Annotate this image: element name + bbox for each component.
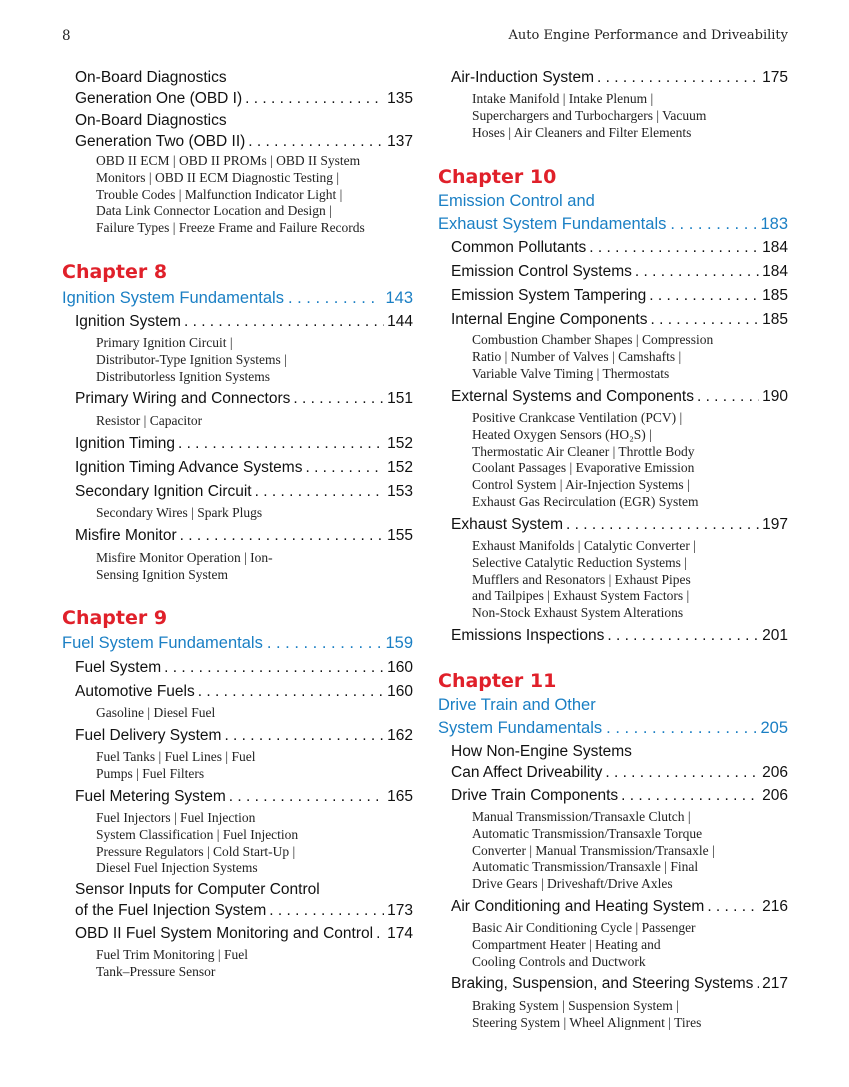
toc-entry-title: Generation One (OBD I) — [75, 90, 243, 107]
subtopic-line: Cooling Controls and Ductwork — [472, 953, 646, 969]
toc-entry[interactable] — [451, 785, 788, 806]
chapter-page-number: 205 — [760, 719, 788, 737]
toc-entry[interactable] — [75, 879, 413, 921]
dot-leader — [269, 900, 384, 921]
dot-leader — [178, 433, 384, 454]
toc-entry-title-line1: How Non-Engine Systems — [451, 743, 632, 760]
toc-entry-title: Automotive Fuels — [75, 683, 195, 700]
toc-entry-title: Ignition Timing Advance Systems — [75, 459, 303, 476]
toc-entry-title: Ignition Timing — [75, 435, 175, 452]
subtopic-line: Control System | Air-Injection Systems | — [472, 477, 690, 493]
toc-subtopics — [472, 538, 788, 622]
dot-leader — [288, 287, 382, 310]
dot-leader — [697, 386, 759, 407]
toc-entry[interactable] — [75, 311, 413, 332]
toc-page-number: 201 — [762, 627, 788, 644]
toc-page-number: 160 — [387, 659, 413, 676]
toc-subtopics — [96, 705, 413, 722]
subtopic-line: Sensing Ignition System — [96, 566, 229, 582]
toc-page-number: 184 — [762, 263, 788, 280]
chapter-title-line1: Emission Control and — [438, 192, 595, 210]
subtopic-line: Coolant Passages | Evaporative Emission — [472, 460, 695, 476]
toc-entry[interactable] — [75, 786, 413, 807]
toc-entry[interactable] — [451, 261, 788, 282]
subtopic-line: Automatic Transmission/Transaxle Torque — [472, 825, 703, 841]
toc-entry[interactable] — [451, 285, 788, 306]
subtopic-line: Fuel Injectors | Fuel Injection — [96, 810, 256, 825]
subtopic-line: Resistor | Capacitor — [96, 413, 203, 428]
subtopic-line: Automatic Transmission/Transaxle | Final — [472, 859, 699, 875]
subtopic-line: Intake Manifold | Intake Plenum | — [472, 91, 654, 106]
subtopic-line: Steering System | Wheel Alignment | Tires — [472, 1014, 702, 1030]
subtopic-line: Positive Crankcase Ventilation (PCV) | — [472, 410, 683, 425]
dot-leader — [597, 67, 759, 88]
subtopic-line: Diesel Fuel Injection Systems — [96, 860, 258, 876]
dot-leader — [607, 625, 759, 646]
chapter-title[interactable] — [62, 287, 413, 310]
toc-page-number: 153 — [387, 483, 413, 500]
subtopic-line: Basic Air Conditioning Cycle | Passenger — [472, 920, 696, 935]
toc-entry-title-line1: Sensor Inputs for Computer Control — [75, 881, 320, 898]
toc-entry-title: Generation Two (OBD II) — [75, 133, 246, 150]
toc-entry[interactable] — [75, 433, 413, 454]
toc-entry-title: Braking, Suspension, and Steering Systems — [451, 975, 754, 992]
toc-subtopics — [96, 810, 413, 877]
toc-entry-title: Emissions Inspections — [451, 627, 605, 644]
toc-page-number: 162 — [387, 727, 413, 744]
dot-leader — [224, 725, 384, 746]
subtopic-line: Mufflers and Resonators | Exhaust Pipes — [472, 571, 691, 587]
subtopic-line: Selective Catalytic Reduction Systems | — [472, 554, 687, 570]
toc-page-number: 197 — [762, 516, 788, 533]
subtopic-line: Drive Gears | Driveshaft/Drive Axles — [472, 876, 673, 892]
toc-entry-title: Secondary Ignition Circuit — [75, 483, 252, 500]
toc-entry[interactable] — [75, 525, 413, 546]
toc-entry[interactable] — [451, 386, 788, 407]
toc-entry-title: Internal Engine Components — [451, 311, 648, 328]
subtopic-line: Braking System | Suspension System | — [472, 998, 679, 1013]
toc-entry-title: Air-Induction System — [451, 69, 594, 86]
page-header — [0, 28, 849, 48]
dot-leader — [255, 481, 385, 502]
subtopic-line: Primary Ignition Circuit | — [96, 335, 233, 350]
chapter-page-number: 159 — [385, 634, 413, 652]
toc-page-number: 190 — [762, 388, 788, 405]
toc-entry[interactable] — [451, 973, 788, 994]
subtopic-line: Exhaust Gas Recirculation (EGR) System — [472, 493, 699, 509]
toc-page-number: 135 — [387, 90, 413, 107]
subtopic-line: Failure Types | Freeze Frame and Failure Records — [96, 220, 365, 236]
dot-leader — [245, 88, 384, 109]
running-title: Auto Engine Performance and Driveability — [508, 28, 788, 43]
chapter-label: Chapter 8 — [62, 261, 168, 283]
dot-leader — [164, 657, 384, 678]
toc-entry-title: Drive Train Components — [451, 787, 619, 804]
toc-page-number: 184 — [762, 239, 788, 256]
toc-entry-title: of the Fuel Injection System — [75, 902, 267, 919]
toc-entry-title: Emission Control Systems — [451, 263, 632, 280]
page-number: 8 — [62, 28, 71, 44]
dot-leader — [180, 525, 384, 546]
chapter-title[interactable] — [438, 694, 788, 740]
toc-entry[interactable] — [75, 923, 413, 944]
subtopic-line: Data Link Connector Location and Design | — [96, 203, 332, 219]
toc-entry-title: Exhaust System — [451, 516, 563, 533]
chapter-label: Chapter 10 — [438, 166, 557, 188]
toc-subtopics — [472, 410, 788, 511]
toc-subtopics — [96, 413, 413, 430]
toc-subtopics — [472, 91, 788, 141]
chapter-title-text: System Fundamentals — [438, 719, 603, 737]
toc-subtopics — [472, 332, 788, 382]
subtopic-line: Superchargers and Turbochargers | Vacuum — [472, 107, 707, 123]
toc-page-number: 175 — [762, 69, 788, 86]
chapter-title-text: Ignition System Fundamentals — [62, 289, 284, 307]
subtopic-line: Combustion Chamber Shapes | Compression — [472, 332, 714, 347]
toc-page-number: 185 — [762, 287, 788, 304]
toc-entry[interactable] — [75, 388, 413, 409]
subtopic-line: Non-Stock Exhaust System Alterations — [472, 605, 684, 621]
dot-leader — [650, 309, 759, 330]
toc-entry-title: Fuel Delivery System — [75, 727, 222, 744]
toc-entry-title: Emission System Tampering — [451, 287, 647, 304]
toc-entry-obd2[interactable] — [75, 110, 413, 152]
dot-leader — [621, 785, 759, 806]
subtopic-line: Fuel Trim Monitoring | Fuel — [96, 947, 248, 962]
toc-page-number: 165 — [387, 788, 413, 805]
toc-page-number: 137 — [387, 133, 413, 150]
toc-page-number: 173 — [387, 902, 413, 919]
dot-leader — [198, 681, 384, 702]
subtopic-line: Pumps | Fuel Filters — [96, 765, 205, 781]
toc-page-number: 160 — [387, 683, 413, 700]
subtopic-line: and Tailpipes | Exhaust System Factors | — [472, 588, 690, 604]
toc-page-number: 155 — [387, 527, 413, 544]
subtopic-line: Converter | Manual Transmission/Transaxle | — [472, 842, 715, 858]
subtopic-line: Ratio | Number of Valves | Camshafts | — [472, 348, 682, 364]
toc-page-number: 144 — [387, 313, 413, 330]
toc-page-number: 174 — [387, 925, 413, 942]
dot-leader — [248, 131, 384, 152]
dot-leader — [566, 514, 759, 535]
chapter-title-text: Fuel System Fundamentals — [62, 634, 263, 652]
chapter-title[interactable] — [62, 632, 413, 655]
subtopic-line: OBD II ECM | OBD II PROMs | OBD II System — [96, 153, 361, 168]
dot-leader — [184, 311, 384, 332]
dot-leader — [707, 896, 759, 917]
toc-subtopics — [96, 505, 413, 522]
dot-leader — [305, 457, 384, 478]
chapter-title-text: Exhaust System Fundamentals — [438, 215, 667, 233]
toc-subtopics — [96, 335, 413, 385]
toc-entry-title: Air Conditioning and Heating System — [451, 898, 705, 915]
toc-page-number: 216 — [762, 898, 788, 915]
toc-page-number: 185 — [762, 311, 788, 328]
toc-entry-obd1[interactable] — [75, 67, 413, 109]
toc-page-number: 217 — [762, 975, 788, 992]
toc-entry[interactable] — [451, 237, 788, 258]
toc-page-number: 152 — [387, 459, 413, 476]
dot-leader — [605, 762, 759, 783]
toc-entry[interactable] — [451, 896, 788, 917]
toc-entry[interactable] — [75, 457, 413, 478]
subtopic-line: Distributor-Type Ignition Systems | — [96, 351, 287, 367]
toc-entry[interactable] — [451, 67, 788, 88]
dot-leader — [649, 285, 759, 306]
chapter-label: Chapter 11 — [438, 670, 557, 692]
dot-leader — [229, 786, 384, 807]
subtopic-line: Manual Transmission/Transaxle Clutch | — [472, 809, 691, 824]
subtopic-line: Tank–Pressure Sensor — [96, 963, 216, 979]
toc-subtopics — [96, 550, 413, 584]
subtopic-line: Heated Oxygen Sensors (HO₂S) | — [472, 426, 652, 442]
subtopic-line: Pressure Regulators | Cold Start-Up | — [96, 843, 296, 859]
toc-entry[interactable] — [75, 657, 413, 678]
toc-entry[interactable] — [451, 625, 788, 646]
subtopic-line: Trouble Codes | Malfunction Indicator Light | — [96, 186, 343, 202]
toc-page-number: 152 — [387, 435, 413, 452]
subtopic-line: Hoses | Air Cleaners and Filter Elements — [472, 124, 692, 140]
chapter-page-number: 183 — [760, 215, 788, 233]
dot-leader — [606, 717, 756, 740]
toc-entry-title: Fuel Metering System — [75, 788, 226, 805]
toc-entry-title-line1: On-Board Diagnostics — [75, 69, 227, 86]
toc-entry-title: Misfire Monitor — [75, 527, 177, 544]
subtopic-line: System Classification | Fuel Injection — [96, 826, 299, 842]
toc-page-number: 206 — [762, 787, 788, 804]
dot-leader — [376, 923, 384, 944]
toc-entry[interactable] — [75, 681, 413, 702]
toc-subtopics — [96, 153, 413, 237]
subtopic-line: Variable Valve Timing | Thermostats — [472, 365, 670, 381]
toc-entry-title: External Systems and Components — [451, 388, 694, 405]
subtopic-line: Thermostatic Air Cleaner | Throttle Body — [472, 443, 695, 459]
toc-page-number: 151 — [387, 390, 413, 407]
toc-entry-title: Ignition System — [75, 313, 181, 330]
toc-entry[interactable] — [451, 514, 788, 535]
dot-leader — [589, 237, 759, 258]
subtopic-line: Gasoline | Diesel Fuel — [96, 705, 216, 720]
toc-entry[interactable] — [75, 481, 413, 502]
toc-subtopics — [96, 749, 413, 783]
toc-entry-title: Can Affect Driveability — [451, 764, 603, 781]
dot-leader — [756, 973, 759, 994]
toc-entry-title: Fuel System — [75, 659, 162, 676]
subtopic-line: Compartment Heater | Heating and — [472, 936, 661, 952]
dot-leader — [293, 388, 384, 409]
chapter-title[interactable] — [438, 190, 788, 236]
toc-subtopics — [472, 998, 788, 1032]
subtopic-line: Fuel Tanks | Fuel Lines | Fuel — [96, 749, 256, 764]
chapter-label: Chapter 9 — [62, 607, 168, 629]
subtopic-line: Secondary Wires | Spark Plugs — [96, 505, 263, 520]
toc-entry[interactable] — [451, 741, 788, 783]
toc-entry-title: Primary Wiring and Connectors — [75, 390, 291, 407]
subtopic-line: Distributorless Ignition Systems — [96, 368, 271, 384]
toc-entry[interactable] — [75, 725, 413, 746]
toc-page-number: 206 — [762, 764, 788, 781]
chapter-page-number: 143 — [385, 289, 413, 307]
subtopic-line: Monitors | OBD II ECM Diagnostic Testing | — [96, 169, 340, 185]
toc-entry-title-line1: On-Board Diagnostics — [75, 112, 227, 129]
dot-leader — [635, 261, 759, 282]
subtopic-line: Misfire Monitor Operation | Ion- — [96, 550, 273, 565]
toc-entry-title: Common Pollutants — [451, 239, 587, 256]
toc-subtopics — [96, 947, 413, 981]
toc-entry[interactable] — [451, 309, 788, 330]
toc-entry-title: OBD II Fuel System Monitoring and Control — [75, 925, 374, 942]
toc-subtopics — [472, 809, 788, 893]
toc-subtopics — [472, 920, 788, 970]
dot-leader — [267, 632, 382, 655]
dot-leader — [670, 213, 756, 236]
chapter-title-line1: Drive Train and Other — [438, 696, 596, 714]
subtopic-line: Exhaust Manifolds | Catalytic Converter | — [472, 538, 696, 553]
